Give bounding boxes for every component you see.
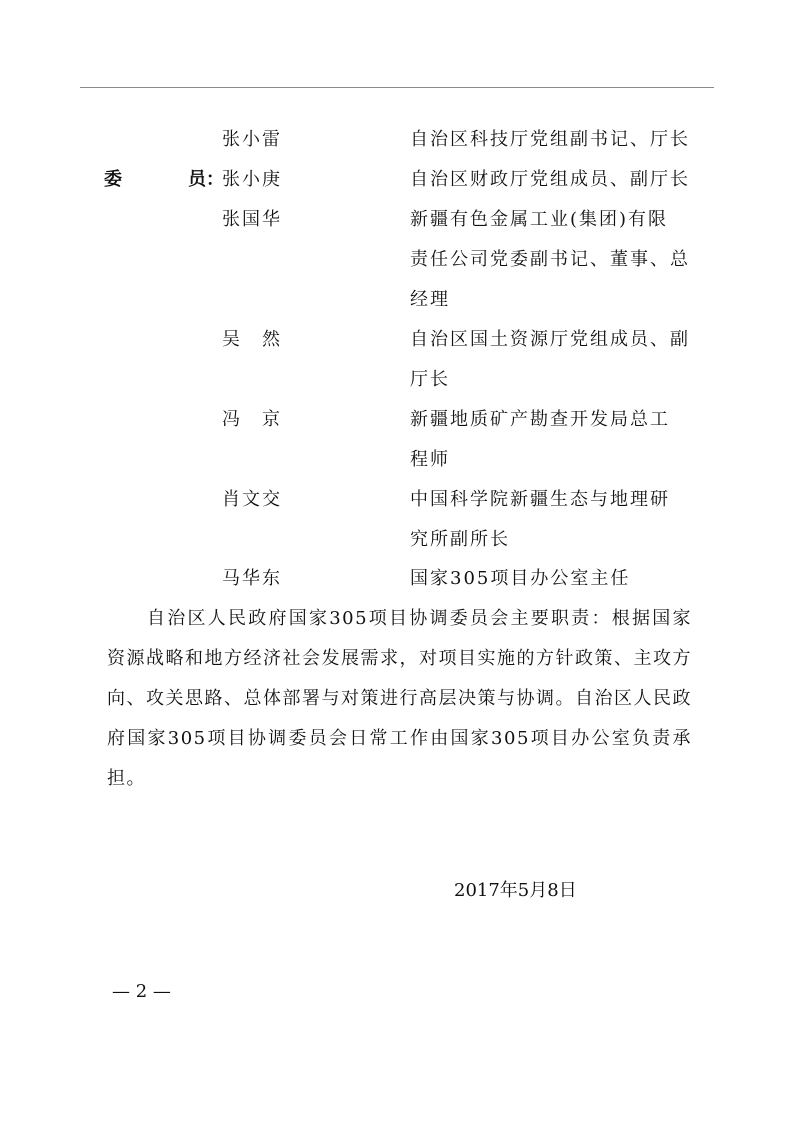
- member-position: 新疆有色金属工业(集团)有限: [410, 209, 669, 230]
- member-position: 国家305项目办公室主任: [410, 568, 631, 589]
- member-name: 张小庚: [222, 169, 282, 190]
- member-position: 经理: [410, 289, 450, 310]
- role-label-right: 员：: [188, 169, 224, 190]
- member-position: 中国科学院新疆生态与地理研: [410, 489, 670, 510]
- member-name: 肖文交: [222, 489, 282, 510]
- member-name: 张小雷: [222, 129, 282, 150]
- header-rule: [80, 87, 714, 88]
- member-position: 程师: [410, 449, 450, 470]
- duties-paragraph: 自治区人民政府国家305项目协调委员会主要职责：根据国家资源战略和地方经济社会发展需求，对项目实施的方针政策、主攻方向、攻关思路、总体部署与对策进行高层决策与协调。自治区人民政府国家305项目协调委员会日常工作由国家305项目办公室负责承担。: [107, 608, 692, 789]
- document-date: 2017年5月8日: [454, 880, 577, 901]
- member-position: 厅长: [410, 369, 450, 390]
- page-number: — 2 —: [112, 981, 171, 1002]
- member-name: 马华东: [222, 568, 282, 589]
- member-name: 张国华: [222, 209, 282, 230]
- member-position: 自治区科技厅党组副书记、厅长: [410, 129, 690, 150]
- member-position: 自治区国土资源厅党组成员、副: [410, 329, 690, 350]
- member-position: 新疆地质矿产勘查开发局总工: [410, 409, 670, 430]
- member-name: 吴 然: [222, 329, 282, 350]
- role-label-left: 委: [104, 169, 122, 190]
- member-position: 自治区财政厅党组成员、副厅长: [410, 169, 690, 190]
- member-position: 责任公司党委副书记、董事、总: [410, 249, 690, 270]
- member-position: 究所副所长: [410, 529, 510, 550]
- member-name: 冯 京: [222, 409, 282, 430]
